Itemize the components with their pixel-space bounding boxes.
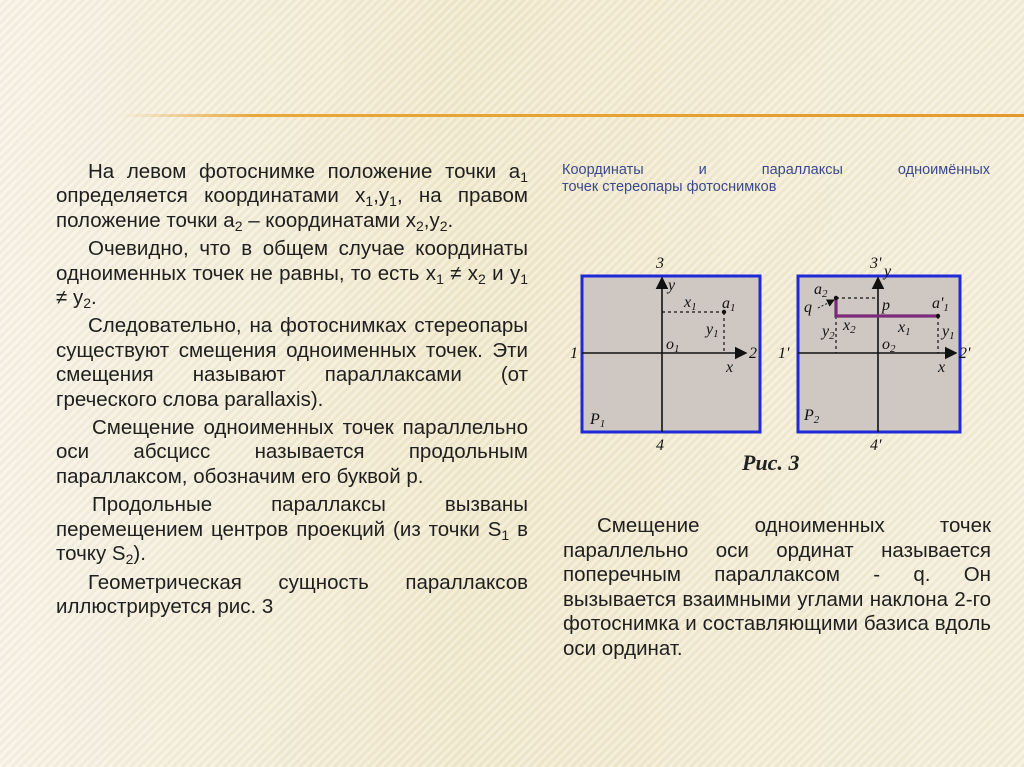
paragraph-longitudinal-parallax: Смещение одноименных точек параллельно оси абсцисс называется продольным параллаксом, обозначим его буквой p. [56, 416, 528, 488]
stereo-pair-diagram [556, 250, 986, 450]
figure-label: Рис. 3 [742, 450, 800, 475]
left-photo-frame [582, 276, 760, 432]
paragraph-parallax-definition: Следовательно, на фотоснимках стереопары существуют смещения одноименных точек. Эти смещения называют параллаксами (от греческого слова parallaxis). [56, 314, 528, 411]
right-axis-right-label: 2' [959, 345, 971, 362]
left-axis-top-label: 3 [656, 255, 664, 272]
left-y-axis-label: y [668, 277, 676, 294]
right-point-a1 [936, 314, 940, 318]
right-photo [778, 255, 971, 450]
right-point-a2-label: a2 [814, 281, 828, 300]
right-x-axis-label: x [938, 359, 946, 376]
left-axis-bottom-label: 4 [656, 437, 664, 450]
right-point-a2 [834, 296, 838, 300]
right-y1-label: y1 [942, 323, 955, 342]
decorative-top-rule [120, 114, 1024, 117]
right-text-column [563, 514, 991, 661]
right-q-label: q [804, 299, 812, 316]
right-center-label: o2 [882, 336, 896, 355]
right-photo-label: P2 [804, 407, 820, 426]
left-axis-left-label: 1 [570, 345, 578, 362]
left-photo [570, 255, 760, 450]
right-y2-label: y2 [822, 323, 835, 342]
right-axis-top-label: 3' [870, 255, 882, 272]
left-x1-label: x1 [684, 294, 697, 313]
paragraph-not-equal: Очевидно, что в общем случае координаты одноименных точек не равны, то есть $x_1 \ne x_2$ и $y_1 \ne y_2$. [56, 237, 528, 312]
paragraph-projection-centers: Продольные параллаксы вызваны перемещением центров проекций (из точки $S_1$ в точку $S_2$). [56, 493, 528, 568]
right-axis-left-label: 1' [778, 345, 790, 362]
right-axis-bottom-label: 4' [870, 437, 882, 450]
right-x2-label: x2 [843, 317, 856, 336]
left-y1-label: y1 [706, 321, 719, 340]
right-point-a1-label: a'1 [932, 295, 949, 314]
left-text-column [56, 160, 528, 623]
right-y-axis-label: y [884, 263, 892, 280]
left-point-a1-label: a1 [722, 295, 736, 314]
left-photo-label: P1 [590, 411, 606, 430]
left-axis-right-label: 2 [749, 345, 757, 362]
left-center-label: o1 [666, 336, 680, 355]
paragraph-figure-reference: Геометрическая сущность параллаксов иллюстрируется рис. 3 [56, 570, 528, 618]
paragraph-transverse-parallax: Смещение одноименных точек параллельно оси ординат называется поперечным параллаксом - q. Он вызывается взаимными углами наклона 2-го фотоснимка и составляющими базиса вдоль оси ординат. [563, 514, 991, 660]
paragraph-coordinates: На левом фотоснимке положение точки $а_1$ определяется координатами $x_1,y_1$, на правом положение точки $а_2$ – координатами $x_2,y_2$. [56, 160, 528, 234]
figure-caption: Координаты и параллаксы одноимённых точек стереопары фотоснимков [562, 162, 990, 195]
right-x1-label: x1 [898, 319, 911, 338]
right-p-label: p [882, 297, 890, 314]
left-x-axis-label: x [726, 359, 734, 376]
